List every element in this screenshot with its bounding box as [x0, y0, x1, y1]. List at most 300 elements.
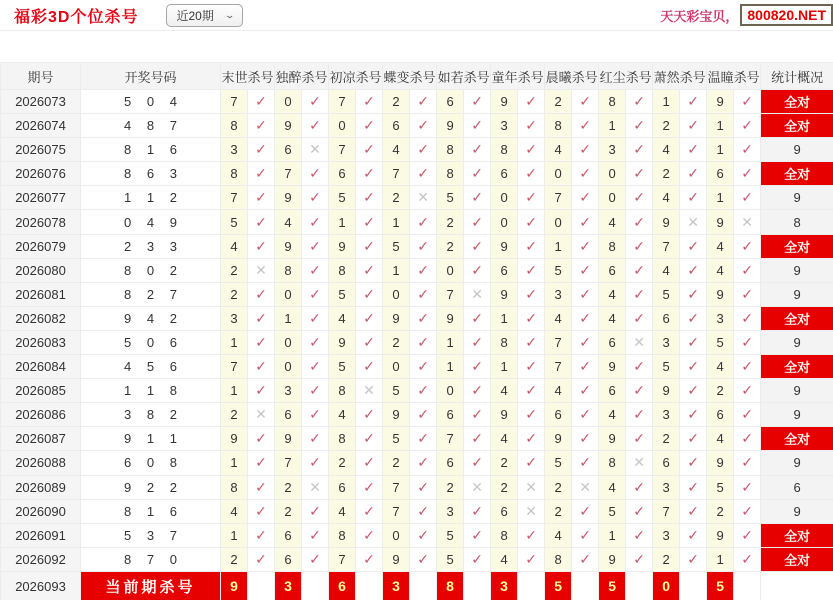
kill-number-cell: 9: [707, 210, 734, 234]
period-cell: 2026077: [1, 186, 81, 210]
kill-number-cell: 4: [545, 306, 572, 330]
kill-number-cell: 5: [599, 499, 626, 523]
kill-number-cell: 3: [653, 523, 680, 547]
period-cell: 2026090: [1, 499, 81, 523]
check-icon: ✓: [356, 234, 383, 258]
stats-full-match-badge: 全对: [761, 114, 833, 138]
cross-icon: ✕: [626, 330, 653, 354]
check-icon: ✓: [302, 379, 329, 403]
check-icon: ✓: [572, 234, 599, 258]
check-icon: ✓: [626, 282, 653, 306]
kill-number-cell: 4: [491, 427, 518, 451]
promo-area: [660, 4, 833, 26]
check-icon: ✓: [356, 282, 383, 306]
kill-number-cell: 6: [599, 379, 626, 403]
check-icon: ✓: [572, 186, 599, 210]
kill-number-cell: 5: [329, 355, 356, 379]
kill-number-cell: 4: [599, 306, 626, 330]
kill-number-cell: 3: [545, 282, 572, 306]
draw-numbers-cell: 3 8 2: [81, 403, 221, 427]
header-row: [1, 63, 833, 90]
check-icon: ✓: [518, 355, 545, 379]
kill-number-cell: 5: [653, 282, 680, 306]
check-icon: ✓: [680, 547, 707, 571]
page-title: 福彩3D个位杀号: [14, 8, 139, 26]
kill-number-cell: 1: [383, 210, 410, 234]
cross-icon: ✕: [572, 475, 599, 499]
check-icon: ✓: [680, 499, 707, 523]
check-icon: ✓: [572, 210, 599, 234]
cross-icon: ✕: [410, 186, 437, 210]
check-icon: ✓: [410, 306, 437, 330]
kill-number-cell: 2: [545, 475, 572, 499]
kill-number-cell: 4: [491, 379, 518, 403]
kill-number-cell: 6: [599, 258, 626, 282]
kill-number-cell: 2: [545, 90, 572, 114]
check-icon: ✓: [626, 499, 653, 523]
kill-number-cell: 4: [653, 186, 680, 210]
table-row: [1, 427, 833, 451]
kill-number-cell: 4: [707, 427, 734, 451]
kill-number-cell: 0: [275, 330, 302, 354]
kill-number-cell: 9: [275, 186, 302, 210]
current-period-label: 当前期杀号: [81, 571, 221, 600]
check-icon: ✓: [464, 306, 491, 330]
kill-number-cell: 8: [437, 138, 464, 162]
cross-icon: ✕: [464, 475, 491, 499]
check-icon: ✓: [248, 282, 275, 306]
kill-number-cell: 4: [653, 138, 680, 162]
check-icon: ✓: [626, 234, 653, 258]
kill-number-cell: 7: [329, 547, 356, 571]
empty-mark-cell: [518, 571, 545, 600]
kill-number-cell: 6: [275, 523, 302, 547]
kill-number-cell: 7: [545, 355, 572, 379]
check-icon: ✓: [464, 114, 491, 138]
kill-number-cell: 3: [491, 114, 518, 138]
empty-mark-cell: [302, 571, 329, 600]
check-icon: ✓: [356, 451, 383, 475]
cross-icon: ✕: [680, 210, 707, 234]
kill-number-cell: 6: [383, 114, 410, 138]
check-icon: ✓: [626, 90, 653, 114]
empty-mark-cell: [410, 571, 437, 600]
kill-number-cell: 9: [383, 306, 410, 330]
kill-number-cell: 1: [221, 523, 248, 547]
kill-number-cell: 2: [653, 114, 680, 138]
kill-number-cell: 1: [275, 306, 302, 330]
kill-number-cell: 5: [383, 379, 410, 403]
kill-number-cell: 5: [437, 547, 464, 571]
table-row: [1, 523, 833, 547]
check-icon: ✓: [248, 451, 275, 475]
kill-number-cell: 5: [329, 186, 356, 210]
kill-number-cell: 7: [383, 499, 410, 523]
check-icon: ✓: [248, 306, 275, 330]
kill-number-cell: 2: [275, 499, 302, 523]
kill-number-cell: 8: [545, 114, 572, 138]
check-icon: ✓: [626, 547, 653, 571]
check-icon: ✓: [302, 282, 329, 306]
check-icon: ✓: [464, 234, 491, 258]
kill-number-cell: 4: [599, 403, 626, 427]
kill-number-cell: 8: [545, 547, 572, 571]
column-header-expert-5: 童年杀号: [491, 63, 545, 90]
check-icon: ✓: [518, 186, 545, 210]
stats-count-cell: 9: [761, 379, 833, 403]
table-row: [1, 258, 833, 282]
draw-numbers-cell: 5 0 4: [81, 90, 221, 114]
check-icon: ✓: [410, 162, 437, 186]
column-header-expert-8: 萧然杀号: [653, 63, 707, 90]
kill-number-cell: 4: [599, 475, 626, 499]
check-icon: ✓: [734, 330, 761, 354]
check-icon: ✓: [248, 379, 275, 403]
check-icon: ✓: [518, 306, 545, 330]
kill-number-cell: 2: [383, 90, 410, 114]
check-icon: ✓: [680, 403, 707, 427]
kill-number-cell: 5: [383, 427, 410, 451]
draw-numbers-cell: 8 2 7: [81, 282, 221, 306]
kill-number-cell: 5: [437, 186, 464, 210]
kill-number-cell: 2: [275, 475, 302, 499]
kill-number-cell: 5: [653, 355, 680, 379]
empty-mark-cell: [626, 571, 653, 600]
check-icon: ✓: [572, 427, 599, 451]
kill-number-cell: 9: [383, 547, 410, 571]
cross-icon: ✕: [356, 379, 383, 403]
kill-number-cell: 9: [599, 547, 626, 571]
stats-full-match-badge: 全对: [761, 523, 833, 547]
check-icon: ✓: [302, 355, 329, 379]
kill-number-cell: 1: [491, 306, 518, 330]
draw-numbers-cell: 9 2 2: [81, 475, 221, 499]
check-icon: ✓: [518, 523, 545, 547]
kill-number-cell: 8: [599, 451, 626, 475]
stats-full-match-badge: 全对: [761, 234, 833, 258]
check-icon: ✓: [356, 330, 383, 354]
kill-number-cell: 4: [545, 138, 572, 162]
kill-number-cell: 4: [707, 355, 734, 379]
check-icon: ✓: [572, 258, 599, 282]
check-icon: ✓: [302, 499, 329, 523]
check-icon: ✓: [734, 547, 761, 571]
kill-number-cell: 7: [437, 427, 464, 451]
column-header-expert-1: 独醉杀号: [275, 63, 329, 90]
kill-number-cell: 1: [383, 258, 410, 282]
stats-count-cell: 9: [761, 282, 833, 306]
check-icon: ✓: [680, 355, 707, 379]
check-icon: ✓: [734, 427, 761, 451]
kill-number-cell: 7: [383, 162, 410, 186]
kill-number-cell: 7: [653, 234, 680, 258]
empty-mark-cell: [572, 571, 599, 600]
check-icon: ✓: [734, 258, 761, 282]
kill-number-cell: 1: [221, 379, 248, 403]
check-icon: ✓: [464, 138, 491, 162]
check-icon: ✓: [356, 162, 383, 186]
kill-number-cell: 3: [653, 403, 680, 427]
period-cell: 2026075: [1, 138, 81, 162]
stats-count-cell: 9: [761, 258, 833, 282]
table-row: [1, 306, 833, 330]
check-icon: ✓: [356, 523, 383, 547]
check-icon: ✓: [626, 403, 653, 427]
draw-numbers-cell: 8 6 3: [81, 162, 221, 186]
draw-numbers-cell: 8 0 2: [81, 258, 221, 282]
kill-number-cell: 1: [545, 234, 572, 258]
kill-number-cell: 7: [275, 162, 302, 186]
check-icon: ✓: [464, 90, 491, 114]
check-icon: ✓: [248, 234, 275, 258]
check-icon: ✓: [518, 114, 545, 138]
check-icon: ✓: [302, 186, 329, 210]
kill-number-cell: 3: [221, 306, 248, 330]
kill-number-cell: 4: [491, 547, 518, 571]
kill-number-cell: 2: [383, 186, 410, 210]
check-icon: ✓: [518, 90, 545, 114]
current-kill-number-cell: 8: [437, 571, 464, 600]
kill-number-cell: 5: [545, 258, 572, 282]
kill-number-cell: 7: [545, 330, 572, 354]
period-range-value: 近20期: [176, 8, 214, 23]
table-head: [1, 63, 833, 90]
kill-number-cell: 2: [383, 451, 410, 475]
period-cell: 2026082: [1, 306, 81, 330]
table-row: [1, 403, 833, 427]
check-icon: ✓: [572, 282, 599, 306]
table-row: [1, 90, 833, 114]
kill-number-cell: 6: [653, 306, 680, 330]
check-icon: ✓: [248, 186, 275, 210]
check-icon: ✓: [464, 523, 491, 547]
column-header-expert-4: 如若杀号: [437, 63, 491, 90]
check-icon: ✓: [518, 138, 545, 162]
draw-numbers-cell: 8 7 0: [81, 547, 221, 571]
kill-number-cell: 4: [599, 210, 626, 234]
current-kill-number-cell: 6: [329, 571, 356, 600]
check-icon: ✓: [410, 499, 437, 523]
check-icon: ✓: [680, 258, 707, 282]
check-icon: ✓: [734, 162, 761, 186]
kill-number-cell: 0: [491, 210, 518, 234]
check-icon: ✓: [626, 306, 653, 330]
check-icon: ✓: [734, 114, 761, 138]
empty-mark-cell: [248, 571, 275, 600]
draw-numbers-cell: 2 3 3: [81, 234, 221, 258]
check-icon: ✓: [518, 403, 545, 427]
kill-number-cell: 0: [383, 355, 410, 379]
check-icon: ✓: [464, 499, 491, 523]
kill-number-cell: 6: [491, 499, 518, 523]
check-icon: ✓: [302, 330, 329, 354]
kill-number-cell: 8: [329, 379, 356, 403]
kill-number-cell: 2: [221, 258, 248, 282]
kill-number-cell: 0: [599, 162, 626, 186]
kill-number-cell: 2: [545, 499, 572, 523]
check-icon: ✓: [626, 186, 653, 210]
check-icon: ✓: [734, 403, 761, 427]
table-row: [1, 210, 833, 234]
check-icon: ✓: [302, 403, 329, 427]
stats-count-cell: 6: [761, 475, 833, 499]
check-icon: ✓: [464, 379, 491, 403]
kill-number-cell: 9: [707, 282, 734, 306]
kill-number-cell: 1: [707, 547, 734, 571]
check-icon: ✓: [302, 523, 329, 547]
cross-icon: ✕: [248, 403, 275, 427]
check-icon: ✓: [248, 90, 275, 114]
kill-number-cell: 4: [545, 379, 572, 403]
kill-number-cell: 1: [599, 523, 626, 547]
kill-number-cell: 7: [221, 90, 248, 114]
check-icon: ✓: [626, 427, 653, 451]
kill-number-cell: 2: [383, 330, 410, 354]
check-icon: ✓: [518, 427, 545, 451]
check-icon: ✓: [734, 379, 761, 403]
stats-full-match-badge: 全对: [761, 90, 833, 114]
kill-number-cell: 8: [329, 523, 356, 547]
table-row: [1, 451, 833, 475]
check-icon: ✓: [680, 427, 707, 451]
kill-number-cell: 2: [437, 234, 464, 258]
current-kill-number-cell: 3: [383, 571, 410, 600]
check-icon: ✓: [248, 427, 275, 451]
check-icon: ✓: [572, 138, 599, 162]
check-icon: ✓: [680, 186, 707, 210]
kill-number-cell: 9: [437, 306, 464, 330]
kill-number-cell: 9: [491, 234, 518, 258]
check-icon: ✓: [302, 427, 329, 451]
kill-number-cell: 2: [491, 451, 518, 475]
kill-number-cell: 4: [329, 403, 356, 427]
check-icon: ✓: [356, 499, 383, 523]
draw-numbers-cell: 1 1 2: [81, 186, 221, 210]
check-icon: ✓: [248, 523, 275, 547]
kill-number-cell: 4: [275, 210, 302, 234]
check-icon: ✓: [464, 427, 491, 451]
check-icon: ✓: [734, 138, 761, 162]
cross-icon: ✕: [518, 499, 545, 523]
check-icon: ✓: [680, 138, 707, 162]
check-icon: ✓: [572, 403, 599, 427]
column-header-stats: 统计概况: [761, 63, 833, 90]
kill-number-cell: 6: [275, 403, 302, 427]
period-cell: 2026080: [1, 258, 81, 282]
check-icon: ✓: [302, 114, 329, 138]
kill-number-cell: 0: [545, 162, 572, 186]
kill-number-cell: 9: [707, 90, 734, 114]
kill-number-cell: 8: [329, 427, 356, 451]
check-icon: ✓: [302, 306, 329, 330]
check-icon: ✓: [572, 355, 599, 379]
kill-number-cell: 3: [653, 475, 680, 499]
check-icon: ✓: [572, 451, 599, 475]
check-icon: ✓: [248, 499, 275, 523]
check-icon: ✓: [356, 403, 383, 427]
kill-number-cell: 9: [707, 523, 734, 547]
period-cell: 2026085: [1, 379, 81, 403]
period-cell: 2026088: [1, 451, 81, 475]
kill-number-cell: 6: [545, 403, 572, 427]
check-icon: ✓: [356, 258, 383, 282]
check-icon: ✓: [518, 547, 545, 571]
kill-number-cell: 0: [383, 523, 410, 547]
kill-number-cell: 2: [653, 427, 680, 451]
check-icon: ✓: [680, 234, 707, 258]
kill-number-cell: 9: [221, 427, 248, 451]
current-kill-number-cell: 5: [599, 571, 626, 600]
kill-number-cell: 1: [437, 355, 464, 379]
check-icon: ✓: [410, 90, 437, 114]
kill-number-cell: 1: [221, 451, 248, 475]
check-icon: ✓: [572, 379, 599, 403]
kill-number-cell: 6: [437, 403, 464, 427]
draw-numbers-cell: 5 0 6: [81, 330, 221, 354]
check-icon: ✓: [572, 162, 599, 186]
current-period-row: [1, 571, 833, 600]
empty-mark-cell: [734, 571, 761, 600]
check-icon: ✓: [734, 306, 761, 330]
check-icon: ✓: [572, 90, 599, 114]
kill-number-cell: 7: [275, 451, 302, 475]
stats-full-match-badge: 全对: [761, 306, 833, 330]
kill-number-cell: 6: [599, 330, 626, 354]
kill-number-cell: 6: [437, 451, 464, 475]
column-header-draw: 开奖号码: [81, 63, 221, 90]
draw-numbers-cell: 8 1 6: [81, 138, 221, 162]
kill-number-cell: 0: [383, 282, 410, 306]
kill-number-cell: 6: [329, 475, 356, 499]
table-row: [1, 475, 833, 499]
kill-number-cell: 4: [221, 499, 248, 523]
kill-number-cell: 9: [707, 451, 734, 475]
check-icon: ✓: [572, 306, 599, 330]
kill-number-cell: 0: [275, 355, 302, 379]
table-body: [1, 90, 833, 600]
check-icon: ✓: [626, 523, 653, 547]
column-header-period: 期号: [1, 63, 81, 90]
current-kill-number-cell: 9: [221, 571, 248, 600]
kill-number-cell: 3: [707, 306, 734, 330]
kill-number-cell: 5: [545, 451, 572, 475]
period-cell: 2026092: [1, 547, 81, 571]
stats-count-cell: 9: [761, 499, 833, 523]
kill-number-cell: 7: [221, 355, 248, 379]
kill-number-cell: 6: [653, 451, 680, 475]
check-icon: ✓: [248, 162, 275, 186]
check-icon: ✓: [518, 234, 545, 258]
draw-numbers-cell: 5 3 7: [81, 523, 221, 547]
kill-number-cell: 9: [653, 210, 680, 234]
stats-count-cell: 9: [761, 403, 833, 427]
current-kill-number-cell: 3: [491, 571, 518, 600]
kill-number-cell: 9: [383, 403, 410, 427]
check-icon: ✓: [734, 186, 761, 210]
empty-mark-cell: [680, 571, 707, 600]
check-icon: ✓: [248, 475, 275, 499]
check-icon: ✓: [464, 258, 491, 282]
period-range-select[interactable]: [166, 4, 243, 27]
check-icon: ✓: [248, 210, 275, 234]
period-cell: 2026091: [1, 523, 81, 547]
kill-number-cell: 5: [437, 523, 464, 547]
check-icon: ✓: [734, 475, 761, 499]
empty-mark-cell: [356, 571, 383, 600]
table-row: [1, 379, 833, 403]
kill-number-cell: 2: [653, 547, 680, 571]
check-icon: ✓: [680, 330, 707, 354]
